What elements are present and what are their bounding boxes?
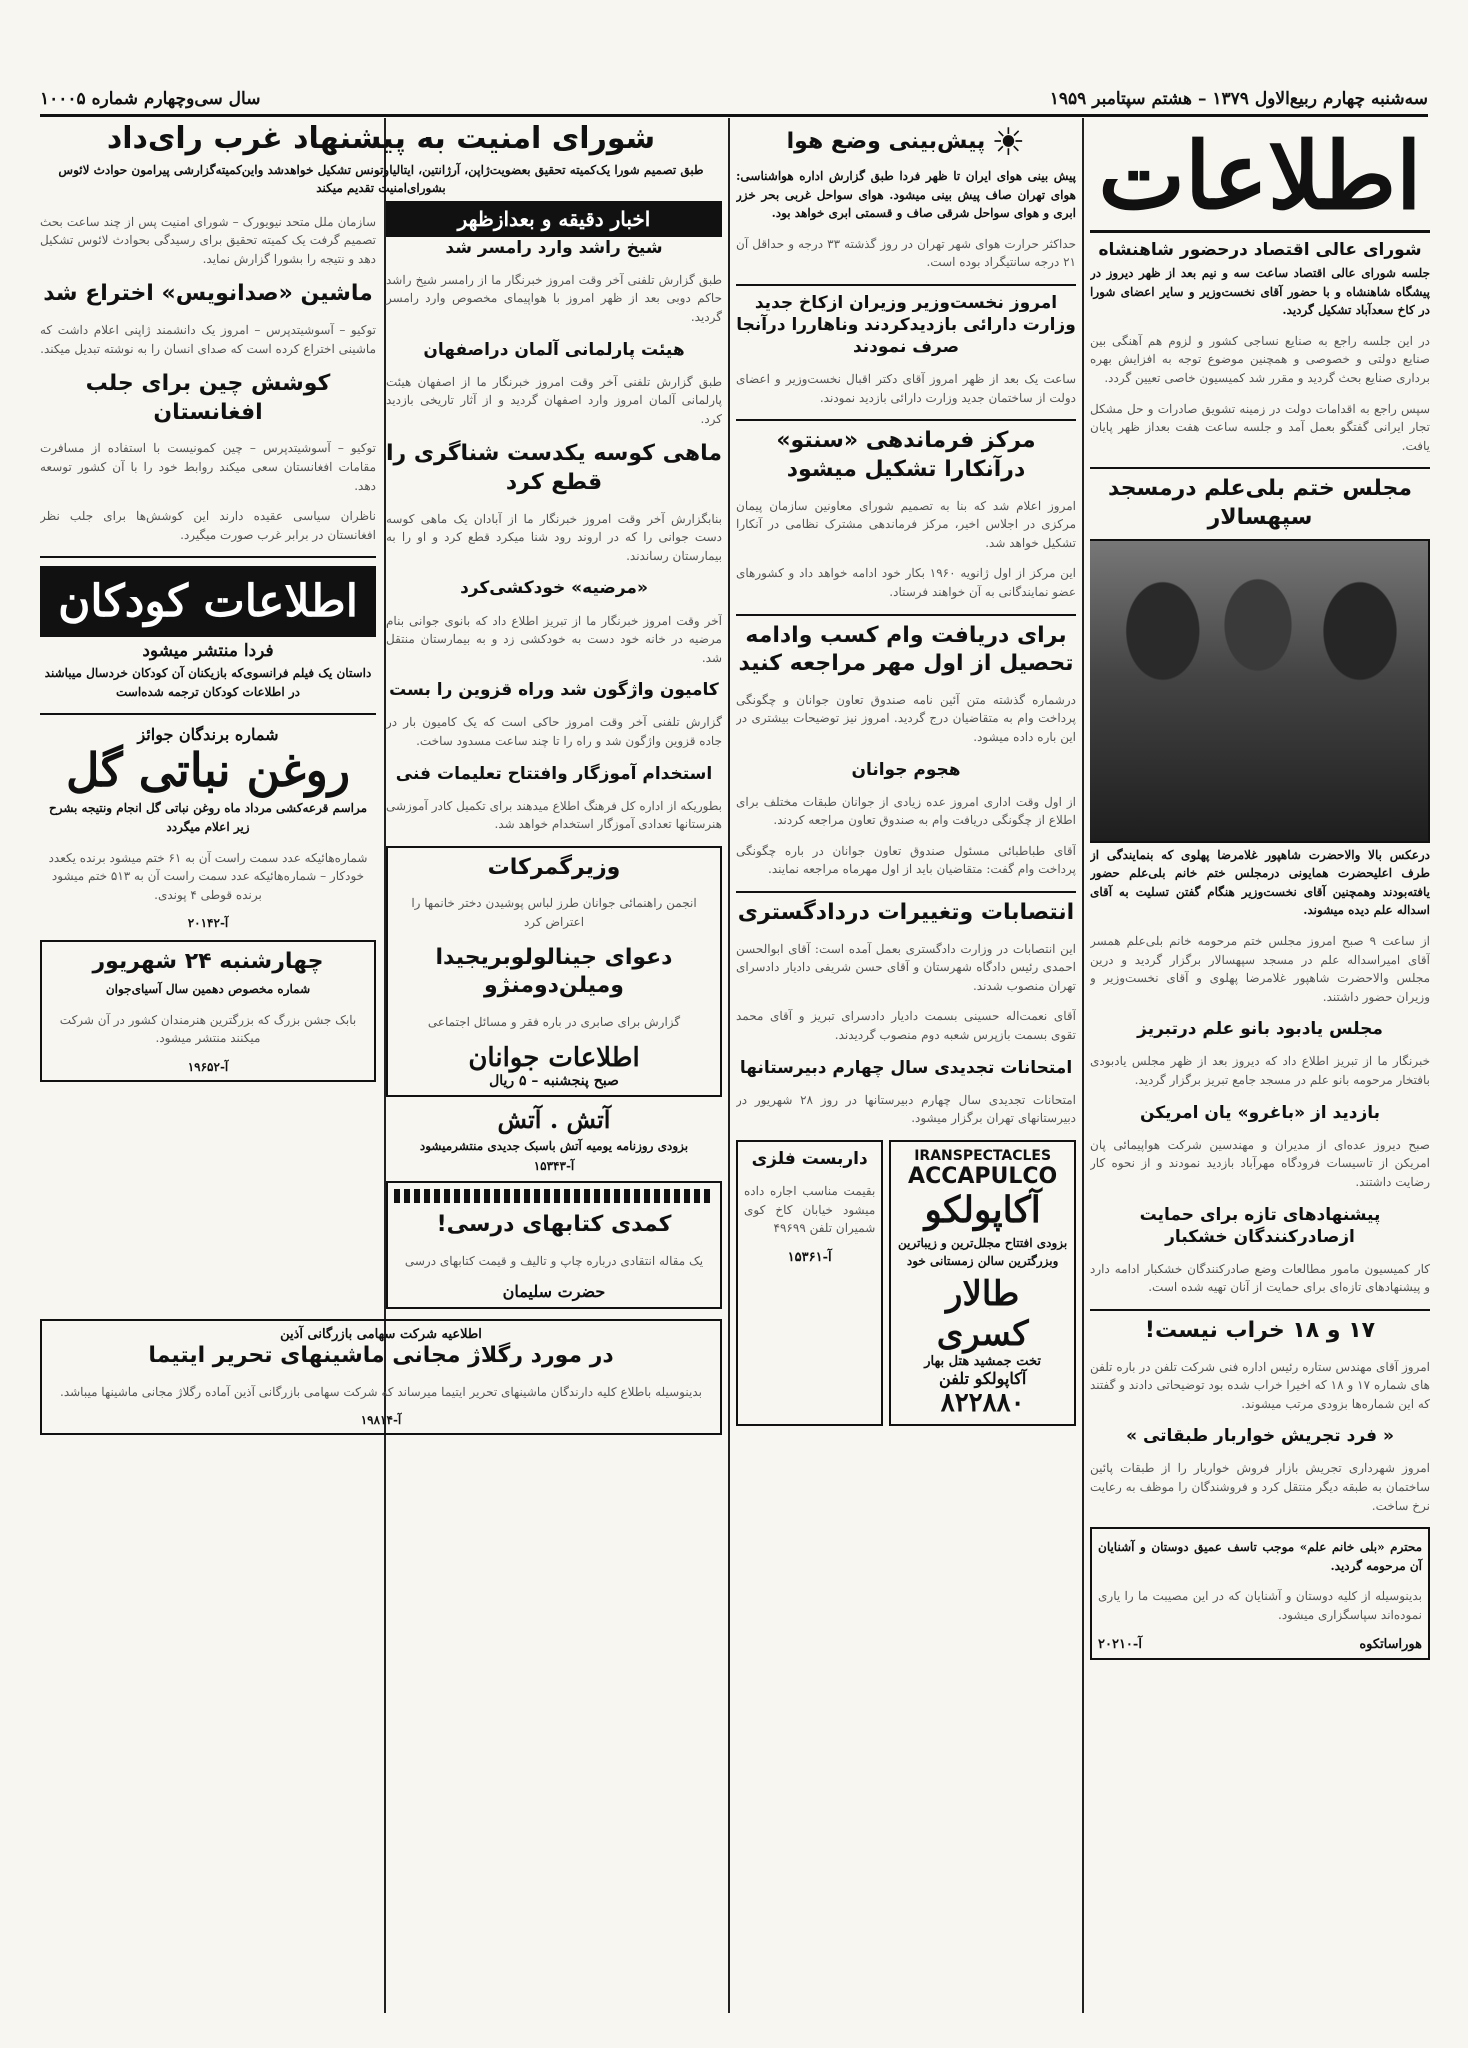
filler-text: آقای طباطبائی مسئول صندوق تعاون جوانان در باره چگونگی پرداخت وام گفت: متقاضیان باید از اول مهرماه مراجعه نمایند. <box>736 843 1076 877</box>
filler-text: کار کمیسیون مامور مطالعات وضع صادرکنندگان خشکبار ادامه دارد و پیشنهادهای تازه‌ای برای حمایت از آنان تهیه شده است. <box>1090 1261 1430 1295</box>
sc-headline: شورای امنیت به پیشنهاد غرب رای‌داد <box>106 121 656 156</box>
typewriter-ad-code: آ-۱۹۸۱۴ <box>360 1413 402 1428</box>
scaffold-ad-title: داربست فلزی <box>751 1148 868 1169</box>
filler-text: طبق گزارش تلفنی آخر وقت امروز خبرنگار ما از رامسر شیخ راشد حاکم دوبی بعد از ظهر امروز با هواپیمای مخصوص وارد رامسر گردید. <box>386 272 722 324</box>
filler-text: خبرنگار ما از تبریز اطلاع داد که دیروز بعد از ظهر مجلس یادبودی بافتخار مرحومه بانو علم در مسجد جامع تبریز برگزار گردید. <box>1090 1054 1430 1088</box>
sc-sub: طبق تصمیم شورا یک‌کمیته تحقیق بعضویت‌ژاپن، آرژانتین، ایتالیاوتونس تشکیل خواهدشد واین‌کمیته‌گزارشی پیرامون حوادث لائوس بشورای‌امنیت تقدیم میکند <box>58 162 704 196</box>
accapulco-hall: طالار کسری <box>936 1274 1029 1355</box>
oil-ad-title: روغن نباتی گل <box>65 742 351 797</box>
filler-text: یک مقاله انتقادی درباره چاپ و تالیف و قیمت کتابهای درسی <box>404 1253 704 1268</box>
column-middle-right <box>736 120 1076 2010</box>
youth-ad-sub: دعوای جینالولوبریجیدا ومیلن‌دومنژو <box>435 944 673 999</box>
filler-text: حداکثر حرارت هوای شهر تهران در روز گذشته ۳۳ درجه و حداقل آن ۲۱ درجه سانتیگراد بوده است. <box>736 236 1076 270</box>
header-rule <box>40 114 1428 117</box>
filler-text: سپس راجع به اقدامات دولت در زمینه تشویق صادرات و حل مشکل تجار ایرانی گفتگو بعمل آمد و جلسه ساعت هفت بعداز ظهر پایان یافت. <box>1090 401 1430 453</box>
news-sheikh: شیخ راشد وارد رامسر شد <box>445 237 663 258</box>
section-rule <box>736 614 1076 616</box>
book-ad-banner <box>394 1189 714 1203</box>
filler-text: طبق گزارش تلفنی آخر وقت امروز خبرنگار ما از اصفهان هیئت پارلمانی آلمان امروز وارد اصفهان گردید و از آثار تاریخی بازدید کرد. <box>386 374 722 426</box>
typewriter-ad-headline: در مورد رگلاژ مجانی ماشینهای تحریر ایتیما <box>148 1343 614 1369</box>
filler-text: از اول وقت اداری امروز عده زیادی از جوانان طبقات مختلف برای اطلاع از چگونگی دریافت وام به صندوق تعاون مراجعه کردند. <box>736 794 1076 828</box>
lead-headline: شورای عالی اقتصاد درحضور شاهنشاه <box>1098 240 1422 260</box>
left-subcolumn-right <box>386 201 722 1310</box>
issue-date: سه‌شنبه چهارم ربیع‌الاول ۱۳۷۹ – هشتم سپتامبر ۱۹۵۹ <box>1049 89 1428 109</box>
loan-headline: برای دریافت وام کسب وادامه تحصیل از اول مهر مراجعه کنید <box>738 622 1074 677</box>
pm-headline: امروز نخست‌وزیر وزیران ازکاخ جدید وزارت دارائی بازدیدکردند وناهاررا درآنجا صرف نمودند <box>736 292 1076 358</box>
youth-ad <box>386 846 722 1098</box>
scaffold-ad <box>736 1140 883 1426</box>
oil-ad-label: شماره برندگان جوائز <box>137 724 279 744</box>
filler-text: توکیو – آسوشیتدپرس – امروز یک دانشمند ژاپنی اعلام داشت که ماشینی اختراع کرده است که صدای انسان را به نوشته تبدیل میکند. <box>40 323 376 356</box>
section-rule <box>1090 1309 1430 1311</box>
kids-ad <box>40 556 376 714</box>
masthead-logo: اطلاعات <box>1098 122 1422 230</box>
atash-code: آ-۱۵۳۴۳ <box>533 1159 575 1173</box>
news-teachers: استخدام آموزگار وافتتاح تعلیمات فنی <box>395 763 713 784</box>
issue-number: سال سی‌و‌چهارم شماره ۱۰۰۰۵ <box>40 89 261 109</box>
column-divider <box>728 118 730 2013</box>
news-photo <box>1090 539 1430 843</box>
filler-text: امروز آقای مهندس ستاره رئیس اداره فنی شرکت تلفن در باره تلفن های شماره ۱۷ و ۱۸ که اخیرا خراب شده بود توضیحاتی دادند و گفتند که این شماره‌ها بزودی مرتب میشوند. <box>1090 1359 1430 1411</box>
kids-ad-text: داستان یک فیلم فرانسوی‌که بازیکنان آن کودکان خردسال میباشند در اطلاعات کودکان ترجمه شده‌است <box>44 666 372 699</box>
section-rule <box>736 284 1076 286</box>
subhead-phones: ۱۷ و ۱۸ خراب نیست! <box>1144 1317 1376 1343</box>
accapulco-address: تخت جمشید هتل بهار <box>924 1354 1042 1370</box>
news-china-afghan: کوشش چین برای جلب افغانستان <box>85 371 331 425</box>
filler-text: این مرکز از اول ژانویه ۱۹۶۰ بکار خود ادامه خواهد داد و کشورهای عضو نمایندگانی به آن خواهند فرستاد. <box>736 566 1076 599</box>
filler-text: آخر وقت امروز خبرنگار ما از تبریز اطلاع داد که بانوی جوانی بنام مرضیه در خانه خود دست به خودکشی زد و به بیمارستان منتقل شد. <box>386 613 722 665</box>
filler-text: امروز اعلام شد که بنا به تصمیم شورای معاونین سازمان پیمان مرکزی در اجلاس اخیر، مرکز فرماندهی مشترک نظامی در آنکارا تشکیل خواهد شد. <box>736 498 1076 550</box>
news-shark: ماهی کوسه یکدست شناگری را قطع کرد <box>385 441 722 496</box>
oil-ad-code: آ-۲۰۱۴۲ <box>187 916 229 931</box>
news-truck: کامیون واژگون شد وراه قزوین را بست <box>389 680 719 701</box>
photo-headline: مجلس ختم بلی‌علم درمسجد سپهسالار <box>1108 476 1412 531</box>
exam-headline: امتحانات تجدیدی سال چهارم دبیرستانها <box>739 1057 1073 1078</box>
book-ad-sub: حضرت سلیمان <box>502 1282 606 1302</box>
page-header <box>40 86 1428 112</box>
filler-text: این انتصابات در وزارت دادگستری بعمل آمده است: آقای ابوالحسن احمدی رئیس دادگاه شهرستان و آقای حسن شریفی دادیار دادسرای تهران منصوب شدند. <box>736 941 1076 993</box>
news-marzieh: «مرضیه» خودکشی‌کرد <box>460 578 648 599</box>
accapulco-en-1: IRANSPECTACLES <box>914 1147 1052 1164</box>
kids-ad-title: اطلاعات کودکان <box>40 566 376 637</box>
filler-text: بقیمت مناسب اجاره داده میشود خیابان کاخ کوی شمیران تلفن ۴۹۶۹۹ <box>744 1183 876 1236</box>
filler-text: بطوریکه از اداره کل فرهنگ اطلاع میدهند برای تکمیل کادر آموزشی هنرستانها تعدادی آموزگار استخدام خواهد شد. <box>386 798 722 832</box>
youth-ad-headline: وزیرگمرکات <box>487 854 621 880</box>
filler-text: امتحانات تجدیدی سال چهارم دبیرستانها در روز ۲۸ شهریور در دبیرستانهای تهران برگزار میشود. <box>736 1092 1076 1126</box>
filler-text: شماره‌هائیکه عدد سمت راست آن به ۶۱ ختم میشود برنده یکعدد خودکار – شماره‌هائیکه عدد سمت راست آن به ۵۱۳ ختم میشود برنده قوطی ۴ پوندی. <box>48 850 368 902</box>
accapulco-text: بزودی افتتاح مجلل‌ترین و زیباترین وبزرگترین سالن زمستانی خود <box>898 1235 1068 1269</box>
filler-text: در این جلسه راجع به صنایع نساجی کشور و لزوم هم آهنگی بین صنایع دولتی و خصوصی و همچنین موضوع توجه به افزایش بهره برداری صنایع بحث گردید و مقرر شد کمیسیون خاصی تعیین گردد. <box>1090 333 1430 386</box>
youth-ad-title: اطلاعات جوانان <box>468 1043 640 1074</box>
news-dictation-machine: ماشین «صدانویس» اختراع شد <box>43 281 373 307</box>
filler-text: صبح دیروز عده‌ای از مدیران و مهندسین شرکت هواپیمائی پان امریکن از تاسیسات فرودگاه مهرآباد بازدید نمودند و از نحوه کار رضایت داشتند. <box>1090 1137 1430 1189</box>
oil-ad <box>40 725 376 931</box>
asia-jovan-text: شماره مخصوص دهمین سال آسیای‌جوان <box>105 982 311 997</box>
filler-text: آقای نعمت‌اله حسینی بسمت دادیار دادسرای تبریز و آقای محمد تقوی بسمت بازپرس شعبه دوم منصوب گردیدند. <box>736 1009 1076 1042</box>
filler-text: گزارش تلفنی آخر وقت امروز حاکی است که یک کامیون بار در جاده قزوین واژگون شد و راه را تا چند ساعت مسدود ساخت. <box>386 715 722 748</box>
scaffold-ad-code: آ-۱۵۳۶۱ <box>787 1249 832 1265</box>
weather-text: پیش بینی هوای ایران تا ظهر فردا طبق گزارش اداره هواشناسی: هوای تهران صاف پیش بینی میشود. هوای سواحل غربی بحر خزر ابری و هوای سواحل شرقی صاف و قسمتی ابری خواهد بود. <box>736 169 1076 221</box>
youth-ad-price: صبح پنجشنبه – ۵ ریال <box>489 1073 619 1090</box>
filler-text: درشماره گذشته متن آئین نامه صندوق تعاون جوانان و چگونگی پرداخت وام به متقاضیان درج گردید. امروز نیز توضیحات بیشتری در این باره داده میشود. <box>736 692 1076 744</box>
accapulco-phone-label: آکاپولکو تلفن <box>939 1369 1027 1389</box>
notice-text: محترم «بلی خانم علم» موجب تاسف عمیق دوستان و آشنایان آن مرحومه گردید. <box>1098 1540 1422 1573</box>
filler-text: ناظران سیاسی عقیده دارند این کوشش‌ها برای جلب نظر افغانستان در برابر غرب صورت میگیرد. <box>40 509 376 542</box>
asia-jovan-ad <box>40 940 376 1081</box>
cento-headline: مرکز فرماندهی «سنتو» درآنکارا تشکیل میشود <box>776 428 1036 483</box>
column-divider <box>1082 118 1084 2013</box>
filler-text: بدینوسیله باطلاع کلیه دارندگان ماشینهای تحریر ایتیما میرساند که شرکت سهامی بازرگانی آذین آماده رگلاژ مجانی ماشینها میباشد. <box>60 1384 702 1399</box>
filler-text: بابک جشن بزرگ که بزرگترین هنرمندان کشور در آن شرکت میکنند منتشر میشود. <box>59 1012 357 1046</box>
typewriter-ad-sub: اطلاعیه شرکت سهامی بازرگانی آذین <box>280 1327 482 1343</box>
atash-ad <box>386 1105 722 1173</box>
atash-title: آتش . آتش <box>497 1105 611 1135</box>
filler-text: امروز شهرداری تجریش بازار فروش خواربار را از طبقات پائین ساختمان به طبقه دیگر منتقل کرد و فروشندگان را موظف به رعایت نرخ ساخت. <box>1090 1461 1430 1513</box>
filler-text: بدینوسیله از کلیه دوستان و آشنایان که در این مصیبت ما را یاری نموده‌اند سپاسگزاری میشود. <box>1098 1589 1422 1622</box>
lead-text: جلسه شورای عالی اقتصاد ساعت سه و نیم بعد از ظهر دیروز در پیشگاه شاهنشاه و با حضور آقای نخست‌وزیر و سایر اعضای شورا در کاخ سعدآباد تشکیل گردید. <box>1090 266 1430 318</box>
left-subcolumn-left <box>40 201 376 1310</box>
photo-caption: درعکس بالا والاحضرت شاهپور غلامرضا پهلوی که بنمایندگی از طرف اعلیحضرت همایونی درمجلس ختم خانم بلی‌علم حضور یافته‌بودند وهمچنین آقای نخست‌وزیر هنگام گفتن تسلیت به آقای اسداله علم دیده میشوند. <box>1090 847 1430 918</box>
filler-text: ساعت یک بعد از ظهر امروز آقای دکتر اقبال نخست‌وزیر و اعضای دولت از ساختمان جدید وزارت دارائی بازدید نمودند. <box>736 372 1076 405</box>
filler-text: بنابگزارش آخر وقت امروز خبرنگار ما از آبادان یک ماهی کوسه دست جوانی را که در اروند رود شنا میکرد قطع کرد و او را به بیمارستان رساندند. <box>386 511 722 563</box>
asia-jovan-headline: چهارشنبه ۲۴ شهریور <box>92 949 324 975</box>
notice-code: آ-۲۰۲۱۰ <box>1098 1636 1142 1652</box>
filler-text: گزارش برای صابری در باره فقر و مسائل اجتماعی <box>427 1014 681 1029</box>
filler-text: توکیو – آسوشیتدپرس – چین کمونیست با استفاده از مسافرت مقامات افغانستان سعی میکند روابط خود را با آن کشور توسعه دهد. <box>40 441 376 493</box>
filler-text: سازمان ملل متحد نیویورک – شورای امنیت پس از چند ساعت بحث تصمیم گرفت یک کمیته تحقیق برای رسیدگی بحوادث لائوس تشکیل دهد و نتیجه را بشورا گزارش نماید. <box>40 214 376 266</box>
asia-jovan-code: آ-۱۹۶۵۲ <box>187 1059 229 1074</box>
section-rule <box>736 419 1076 421</box>
kids-ad-sub: فردا منتشر میشود <box>142 641 274 662</box>
filler-text: انجمن راهنمائی جوانان طرز لباس پوشیدن دختر خانمها را اعتراض کرد <box>411 896 697 930</box>
typewriter-ad <box>40 1319 722 1435</box>
accapulco-phone: ۸۲۲۸۸۰ <box>940 1388 1025 1419</box>
appoint-headline: انتصابات وتغییرات دردادگستری <box>737 900 1075 926</box>
column-left <box>40 120 722 2010</box>
column-right <box>1090 120 1430 2010</box>
subhead-youth: هجوم جوانان <box>851 759 961 780</box>
atash-text: بزودی روزنامه یومیه آتش باسبک جدیدی منتشرمیشود <box>419 1139 689 1154</box>
section-rule <box>1090 467 1430 469</box>
oil-ad-text: مراسم قرعه‌کشی مرداد ماه روغن نباتی گل انجام ونتیجه بشرح زیر اعلام میگردد <box>48 801 368 835</box>
book-ad-title: کمدی کتابهای درسی! <box>436 1212 672 1237</box>
subhead-tajrish: « فرد تجریش خواربار طبقاتی » <box>1126 1426 1394 1447</box>
filler-text: از ساعت ۹ صبح امروز مجلس ختم مرحومه خانم بلی‌علم همسر آقای امیراسداله علم در مسجد سپهسالار برگزار گردید و درین مجلس والاحضرت شاهپور غلامرضا پهلوی و آقای نخست‌وزیر و وزیران حضور داشتند. <box>1090 934 1430 1004</box>
news-german-delegation: هیئت پارلمانی آلمان دراصفهان <box>423 339 685 360</box>
weather-headline: پیش‌بینی وضع هوا <box>786 128 986 154</box>
subhead-tabriz: مجلس یادبود بانو علم درتبریز <box>1137 1019 1383 1040</box>
book-ad <box>386 1181 722 1309</box>
condolence-notice <box>1090 1527 1430 1659</box>
masthead-rule <box>1090 230 1430 233</box>
sun-icon: ☀ <box>991 120 1026 164</box>
notice-sign: هوراساتکوه <box>1359 1636 1422 1652</box>
late-news-label: اخبار دقیقه و بعدازظهر <box>386 201 722 237</box>
accapulco-ad <box>889 1140 1076 1426</box>
section-rule <box>736 891 1076 893</box>
subhead-exporters: پیشنهادهای تازه برای حمایت ازصادرکنندگان خشکبار <box>1139 1204 1381 1247</box>
accapulco-en-2: ACCAPULCO <box>908 1163 1058 1189</box>
subhead-visit: بازدید از «باغرو» یان امریکن <box>1139 1102 1381 1123</box>
accapulco-fa: آکاپولکو <box>924 1188 1041 1231</box>
